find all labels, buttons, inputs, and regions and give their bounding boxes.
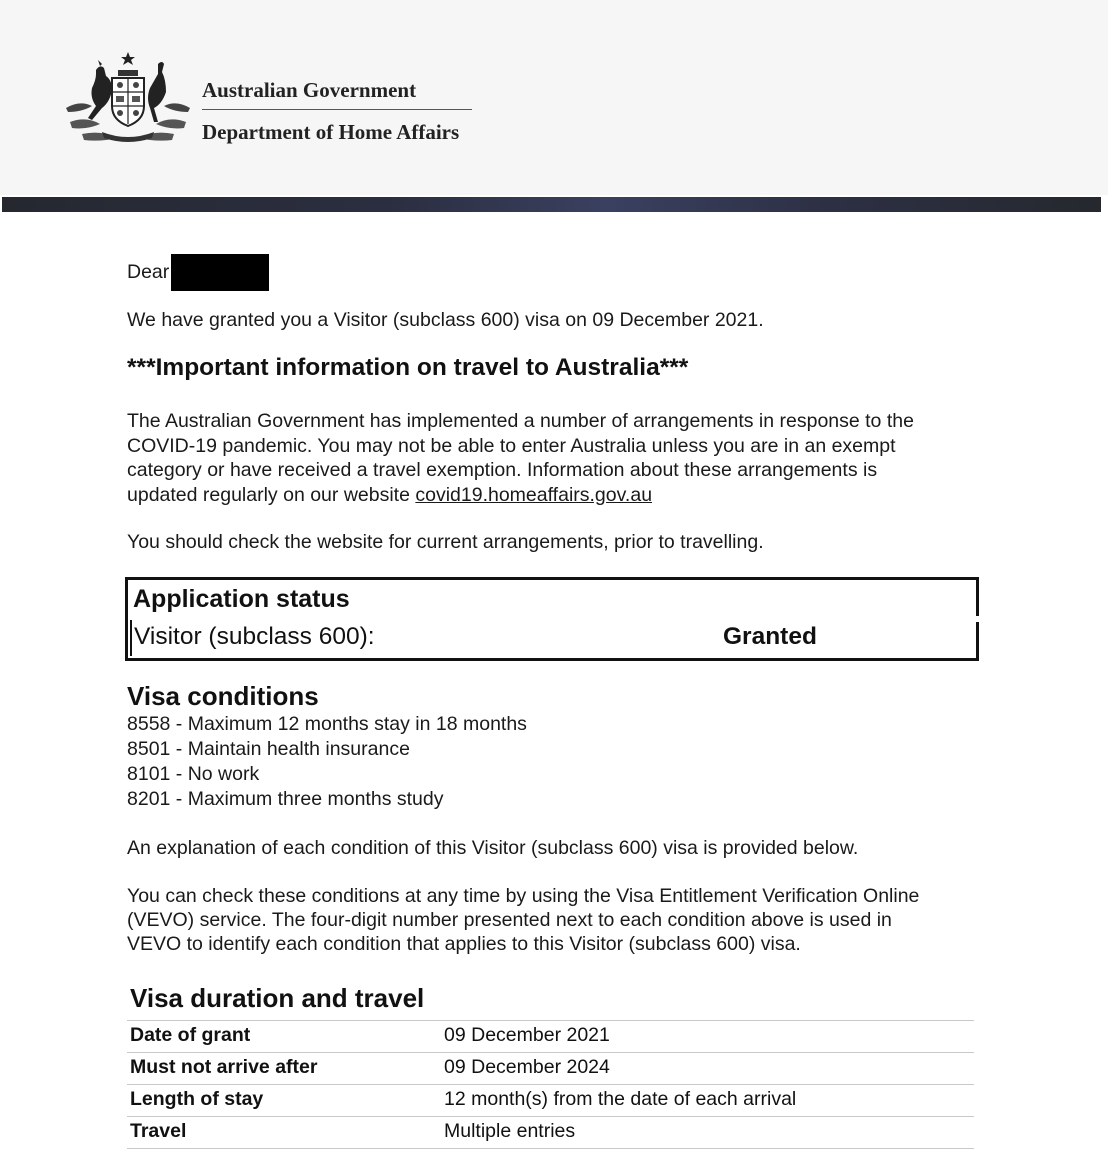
list-item: 8558 - Maximum 12 months stay in 18 months: [127, 713, 527, 735]
header-band: [2, 197, 1101, 212]
conditions-explanation: An explanation of each condition of this Visitor (subclass 600) visa is provided below.: [127, 837, 859, 859]
row-value: Multiple entries: [444, 1120, 576, 1142]
row-label: Travel: [130, 1120, 187, 1142]
covid-line-2: COVID-19 pandemic. You may not be able to enter Australia unless you are in an exempt: [127, 435, 896, 457]
coat-of-arms-icon: [62, 50, 194, 146]
list-item: 8101 - No work: [127, 763, 260, 785]
letterhead-divider: [202, 109, 472, 110]
covid-line-3: category or have received a travel exemption. Information about these arrangements is: [127, 459, 878, 481]
row-value: 09 December 2024: [444, 1056, 610, 1078]
table-row: [127, 1020, 974, 1052]
status-inner-rule: [130, 620, 132, 656]
row-label: Date of grant: [130, 1024, 251, 1046]
covid-website-link[interactable]: covid19.homeaffairs.gov.au: [415, 484, 653, 506]
table-row: [127, 1052, 974, 1084]
list-item: 8201 - Maximum three months study: [127, 788, 444, 810]
row-value: 09 December 2021: [444, 1024, 610, 1046]
application-status-title: Application status: [133, 585, 350, 613]
status-border-gap: [976, 616, 979, 622]
salutation: Dear: [127, 261, 170, 283]
vevo-line-2: (VEVO) service. The four-digit number presented next to each condition above is used in: [127, 909, 892, 931]
table-row: [127, 1116, 974, 1149]
agency-name: Australian Government: [202, 78, 417, 102]
application-status-box: [125, 577, 979, 661]
covid-line-4-text: updated regularly on our website: [127, 484, 416, 506]
row-value: 12 month(s) from the date of each arrival: [444, 1088, 797, 1110]
covid-line-1: The Australian Government has implemented a number of arrangements in response to the: [127, 410, 914, 432]
application-status-label: Visitor (subclass 600):: [134, 623, 375, 650]
visa-conditions-heading: Visa conditions: [127, 681, 319, 711]
important-heading: ***Important information on travel to Australia***: [127, 354, 689, 381]
department-name: Department of Home Affairs: [202, 120, 460, 144]
vevo-line-3: VEVO to identify each condition that applies to this Visitor (subclass 600) visa.: [127, 933, 801, 955]
row-label: Must not arrive after: [130, 1056, 318, 1078]
row-label: Length of stay: [130, 1088, 264, 1110]
list-item: 8501 - Maintain health insurance: [127, 738, 410, 760]
grant-sentence: We have granted you a Visitor (subclass 600) visa on 09 December 2021.: [127, 309, 764, 331]
covid-line-4: [127, 483, 652, 508]
check-sentence: You should check the website for current arrangements, prior to travelling.: [127, 531, 764, 553]
visa-duration-heading: Visa duration and travel: [130, 983, 425, 1013]
application-status-value: Granted: [723, 623, 817, 650]
visa-duration-table: [127, 1020, 974, 1149]
letterhead: [0, 0, 1108, 195]
redaction-box: [171, 254, 269, 291]
visa-conditions-list: [127, 712, 527, 812]
table-row: [127, 1084, 974, 1116]
vevo-line-1: You can check these conditions at any time by using the Visa Entitlement Verification Online: [127, 885, 920, 907]
